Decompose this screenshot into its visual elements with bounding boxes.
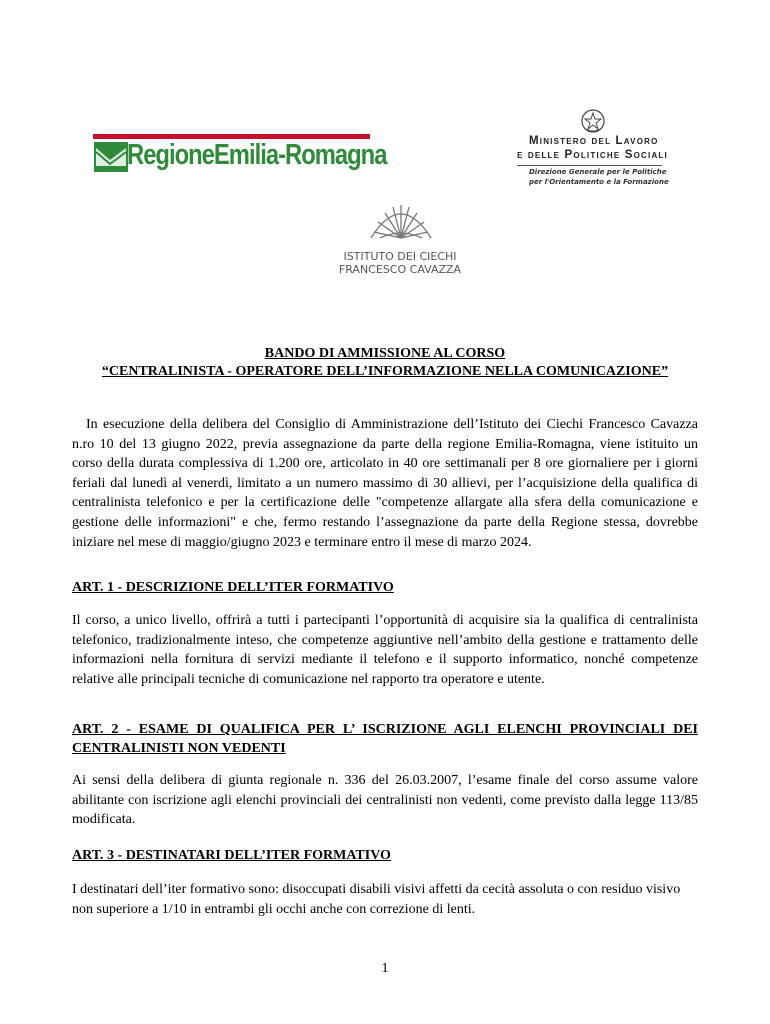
institute-name-line2: FRANCESCO CAVAZZA <box>338 263 462 276</box>
page-number: 1 <box>381 961 389 976</box>
ministry-divider <box>517 165 662 166</box>
article-3-body: I destinatari dell’iter formativo sono: disoccupati disabili visivi affetti da cecità assoluta o con residuo visivo non superiore a 1/10 in entrambi gli occhi anche con correzione di lenti. <box>72 882 681 917</box>
article-2-body: Ai sensi della delibera di giunta regionale n. 336 del 26.03.2007, l’esame finale del corso assume valore abilitante con iscrizione agli elenchi provinciali dei centralinisti non vedenti, come previsto dalla legge 113/85 modificata. <box>72 773 698 828</box>
ministry-name-line2: e delle Politiche Sociali <box>517 149 668 161</box>
document-title-line2: “CENTRALINISTA - OPERATORE DELL’INFORMAZIONE NELLA COMUNICAZIONE” <box>101 364 669 379</box>
shell-icon <box>366 198 436 244</box>
ministry-name-line1: Ministero del Lavoro <box>529 135 659 147</box>
document-title-line1: BANDO DI AMMISSIONE AL CORSO <box>264 346 506 361</box>
istituto-ciechi-logo <box>330 198 470 278</box>
region-map-icon <box>94 142 128 172</box>
region-logo-text: RegioneEmilia-Romagna <box>127 139 387 171</box>
article-1-heading: ART. 1 - DESCRIZIONE DELL’ITER FORMATIVO <box>72 580 394 595</box>
article-2-heading: ART. 2 - ESAME DI QUALIFICA PER L’ ISCRIZIONE AGLI ELENCHI PROVINCIALI DEI CENTRALINISTI NON VEDENTI <box>72 722 698 756</box>
ministero-lavoro-logo <box>515 108 675 198</box>
article-1-body: Il corso, a unico livello, offrirà a tutti i partecipanti l’opportunità di acquisire sia la qualifica di centralinista telefonico, tradizionalmente inteso, che competenze aggiuntive nell’ambito della gestione e trattamento delle informazioni nella fornitura di servizi mediante il telefono e il supporto informatico, nonché competenze relative alle principali tecniche di comunicazione nel rapporto tra operatore e utente. <box>72 613 698 687</box>
ministry-subtitle-line2: per l'Orientamento e la Formazione <box>529 178 669 186</box>
intro-paragraph: In esecuzione della delibera del Consiglio di Amministrazione dell’Istituto dei Ciechi Francesco Cavazza n.ro 10 del 13 giugno 2022, previa assegnazione da parte della regione Emilia-Romagna, viene istituito un corso della durata complessiva di 1.200 ore, articolato in 40 ore settimanali per 8 ore giornaliere per i giorni feriali dal lunedì al venerdì, limitato a un numero massimo di 30 allievi, per l’acquisizione della qualifica di centralinista telefonico e per la certificazione delle "competenze allargate alla sfera della comunicazione e gestione delle informazioni" e che, fermo restando l’assegnazione da parte della Regione stessa, dovrebbe iniziare nel mese di maggio/giugno 2023 e terminare entro il mese di marzo 2024. <box>72 417 698 550</box>
ministry-subtitle-line1: Direzione Generale per le Politiche <box>529 168 667 176</box>
italian-emblem-icon <box>580 108 606 134</box>
article-3-heading: ART. 3 - DESTINATARI DELL’ITER FORMATIVO <box>72 848 391 863</box>
regione-emilia-romagna-logo <box>93 134 387 180</box>
institute-name-line1: ISTITUTO DEI CIECHI <box>343 250 457 263</box>
